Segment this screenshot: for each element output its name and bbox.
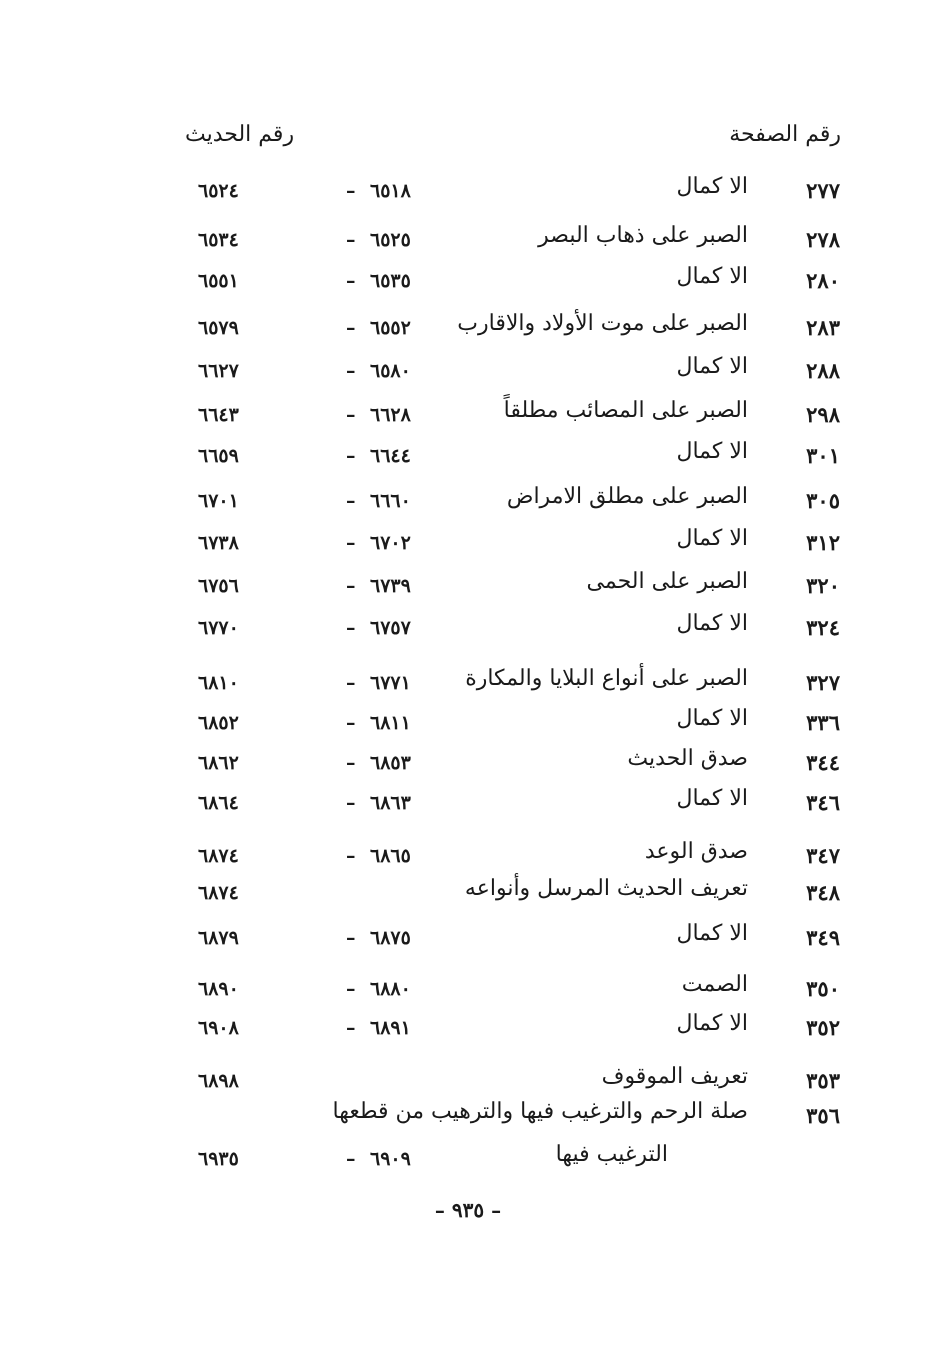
hadith-number-column-header: رقم الحديث bbox=[185, 122, 295, 147]
page-footer-number: – ٩٣٥ – bbox=[434, 1198, 502, 1222]
hadith-range: ٦٧٧٠ – ٦٧٥٧ bbox=[198, 617, 411, 639]
chapter-title: الا كمال bbox=[676, 611, 748, 636]
chapter-title: تعريف الموقوف bbox=[601, 1064, 748, 1089]
page-number: ٣١٢ bbox=[806, 530, 840, 555]
range-end: ٦٥٣٤ bbox=[198, 229, 239, 251]
page-number: ٣٤٩ bbox=[806, 925, 840, 950]
hadith-range: ٦٨٥٢ – ٦٨١١ bbox=[198, 712, 411, 734]
index-row bbox=[0, 746, 936, 790]
index-row bbox=[0, 876, 936, 920]
range-end: ٦٨٩٠ bbox=[198, 978, 239, 1000]
chapter-title: الا كمال bbox=[676, 354, 748, 379]
range-end: ٦٧٠١ bbox=[198, 490, 239, 512]
index-row bbox=[0, 1011, 936, 1055]
hadith-range: ٦٨٦٤ – ٦٨٦٣ bbox=[198, 792, 411, 814]
page-number: ٣٠٥ bbox=[806, 488, 840, 513]
hadith-range: ٦٩٣٥ – ٦٩٠٩ bbox=[198, 1148, 411, 1170]
page-number: ٣٥٠ bbox=[806, 976, 840, 1001]
hadith-range: ٦٦٥٩ – ٦٦٤٤ bbox=[198, 445, 411, 467]
chapter-title: الا كمال bbox=[676, 921, 748, 946]
range-start: ٦٨٦٣ bbox=[370, 792, 411, 814]
hadith-range bbox=[198, 1070, 239, 1092]
chapter-title: الا كمال bbox=[676, 174, 748, 199]
range-start: ٦٥٣٥ bbox=[370, 270, 411, 292]
page-number: ٢٨٣ bbox=[806, 315, 840, 340]
range-start: ٦٦٢٨ bbox=[370, 404, 411, 426]
hadith-range: ٦٨١٠ – ٦٧٧١ bbox=[198, 672, 411, 694]
index-row bbox=[0, 666, 936, 710]
range-start: ٦٥٢٥ bbox=[370, 229, 411, 251]
chapter-title: الصبر على مطلق الامراض bbox=[506, 484, 748, 509]
range-end: ٦٩٣٥ bbox=[198, 1148, 239, 1170]
range-start: ٦٨٥٣ bbox=[370, 752, 411, 774]
index-row bbox=[0, 311, 936, 355]
chapter-title: الترغيب فيها bbox=[555, 1142, 668, 1167]
index-row bbox=[0, 1099, 936, 1143]
page-number: ٣٥٢ bbox=[806, 1015, 840, 1040]
range-end: ٦٦٤٣ bbox=[198, 404, 239, 426]
page-number: ٢٧٧ bbox=[806, 178, 840, 203]
range-end: ٦٨٩٨ bbox=[198, 1070, 239, 1092]
range-end: ٦٨٥٢ bbox=[198, 712, 239, 734]
chapter-title: الصبر على موت الأولاد والاقارب bbox=[457, 311, 748, 336]
index-row bbox=[0, 484, 936, 528]
range-start: ٦٧٣٩ bbox=[370, 575, 411, 597]
page-number: ٢٨٠ bbox=[806, 268, 840, 293]
range-start: ٦٧٥٧ bbox=[370, 617, 411, 639]
hadith-range: ٦٧٥٦ – ٦٧٣٩ bbox=[198, 575, 411, 597]
hadith-range: ٦٦٤٣ – ٦٦٢٨ bbox=[198, 404, 411, 426]
range-end: ٦٨٦٢ bbox=[198, 752, 239, 774]
chapter-title: الصبر على المصائب مطلقاً bbox=[503, 398, 748, 423]
chapter-title: الصبر على الحمى bbox=[586, 569, 748, 594]
hadith-range: ٦٥٣٤ – ٦٥٢٥ bbox=[198, 229, 411, 251]
range-end: ٦٦٥٩ bbox=[198, 445, 239, 467]
range-end: ٦٥٧٩ bbox=[198, 317, 239, 339]
range-start: ٦٥٨٠ bbox=[370, 360, 411, 382]
page-number: ٢٩٨ bbox=[806, 402, 840, 427]
hadith-range: ٦٩٠٨ – ٦٨٩١ bbox=[198, 1017, 411, 1039]
range-end: ٦٧٣٨ bbox=[198, 532, 239, 554]
chapter-title: الصبر على ذهاب البصر bbox=[538, 223, 748, 248]
range-start: ٦٦٦٠ bbox=[370, 490, 411, 512]
page-number: ٣٢٤ bbox=[806, 615, 840, 640]
chapter-title: الا كمال bbox=[676, 526, 748, 551]
hadith-range: ٦٨٩٠ – ٦٨٨٠ bbox=[198, 978, 411, 1000]
range-start: ٦٥٥٢ bbox=[370, 317, 411, 339]
index-row bbox=[0, 398, 936, 442]
range-end: ٦٨١٠ bbox=[198, 672, 239, 694]
chapter-title: الصبر على أنواع البلايا والمكارة bbox=[465, 666, 748, 691]
page-number-column-header: رقم الصفحة bbox=[729, 122, 841, 147]
index-row bbox=[0, 174, 936, 218]
range-end: ٦٥٢٤ bbox=[198, 180, 239, 202]
index-row bbox=[0, 526, 936, 570]
index-row bbox=[0, 354, 936, 398]
range-start: ٦٧٧١ bbox=[370, 672, 411, 694]
page-number: ٣٥٣ bbox=[806, 1068, 840, 1093]
range-end: ٦٨٧٩ bbox=[198, 927, 239, 949]
hadith-range: ٦٨٧٤ – ٦٨٦٥ bbox=[198, 845, 411, 867]
index-row bbox=[0, 439, 936, 483]
index-row bbox=[0, 569, 936, 613]
hadith-range: ٦٥٢٤ – ٦٥١٨ bbox=[198, 180, 411, 202]
index-row bbox=[0, 972, 936, 1016]
index-row bbox=[0, 223, 936, 267]
range-start: ٦٧٠٢ bbox=[370, 532, 411, 554]
chapter-title: تعريف الحديث المرسل وأنواعه bbox=[464, 876, 748, 901]
page-number: ٣٤٨ bbox=[806, 880, 840, 905]
hadith-range: ٦٦٢٧ – ٦٥٨٠ bbox=[198, 360, 411, 382]
chapter-title: الا كمال bbox=[676, 706, 748, 731]
chapter-title: الا كمال bbox=[676, 439, 748, 464]
range-end: ٦٧٧٠ bbox=[198, 617, 239, 639]
page-number: ٣٤٤ bbox=[806, 750, 840, 775]
range-end: ٦٩٠٨ bbox=[198, 1017, 239, 1039]
index-row bbox=[0, 786, 936, 830]
range-start: ٦٦٤٤ bbox=[370, 445, 411, 467]
range-start: ٦٨٩١ bbox=[370, 1017, 411, 1039]
chapter-title: صدق الحديث bbox=[627, 746, 748, 771]
chapter-title: صدق الوعد bbox=[644, 839, 748, 864]
range-start: ٦٨٨٠ bbox=[370, 978, 411, 1000]
range-start: ٦٨١١ bbox=[370, 712, 411, 734]
range-start: ٦٥١٨ bbox=[370, 180, 411, 202]
range-end: ٦٦٢٧ bbox=[198, 360, 239, 382]
chapter-title: الصمت bbox=[681, 972, 748, 997]
range-end: ٦٨٦٤ bbox=[198, 792, 239, 814]
page-number: ٢٨٨ bbox=[806, 358, 840, 383]
page-number: ٣٠١ bbox=[806, 443, 840, 468]
chapter-title: الا كمال bbox=[676, 1011, 748, 1036]
page-number: ٣٤٧ bbox=[806, 843, 840, 868]
page-number: ٣٣٦ bbox=[806, 710, 840, 735]
index-row bbox=[0, 611, 936, 655]
chapter-title: الا كمال bbox=[676, 264, 748, 289]
index-row bbox=[0, 706, 936, 750]
hadith-range: ٦٧٠١ – ٦٦٦٠ bbox=[198, 490, 411, 512]
range-start: ٦٩٠٩ bbox=[370, 1148, 411, 1170]
page-number: ٣٢٠ bbox=[806, 573, 840, 598]
range-end: ٦٥٥١ bbox=[198, 270, 239, 292]
range-end: ٦٨٧٤ bbox=[198, 882, 239, 904]
hadith-range: ٦٧٣٨ – ٦٧٠٢ bbox=[198, 532, 411, 554]
chapter-title: الا كمال bbox=[676, 786, 748, 811]
hadith-range: ٦٨٧٩ – ٦٨٧٥ bbox=[198, 927, 411, 949]
page-number: ٣٥٦ bbox=[806, 1103, 840, 1128]
page-number: ٢٧٨ bbox=[806, 227, 840, 252]
index-row bbox=[0, 1142, 936, 1186]
range-start: ٦٨٦٥ bbox=[370, 845, 411, 867]
hadith-range: ٦٥٥١ – ٦٥٣٥ bbox=[198, 270, 411, 292]
page-number: ٣٢٧ bbox=[806, 670, 840, 695]
range-end: ٦٧٥٦ bbox=[198, 575, 239, 597]
hadith-range: ٦٨٦٢ – ٦٨٥٣ bbox=[198, 752, 411, 774]
hadith-range bbox=[198, 882, 239, 904]
range-end: ٦٨٧٤ bbox=[198, 845, 239, 867]
page-number: ٣٤٦ bbox=[806, 790, 840, 815]
index-row bbox=[0, 264, 936, 308]
range-start: ٦٨٧٥ bbox=[370, 927, 411, 949]
index-row bbox=[0, 921, 936, 965]
chapter-title: صلة الرحم والترغيب فيها والترهيب من قطعها bbox=[332, 1099, 748, 1124]
hadith-range: ٦٥٧٩ – ٦٥٥٢ bbox=[198, 317, 411, 339]
